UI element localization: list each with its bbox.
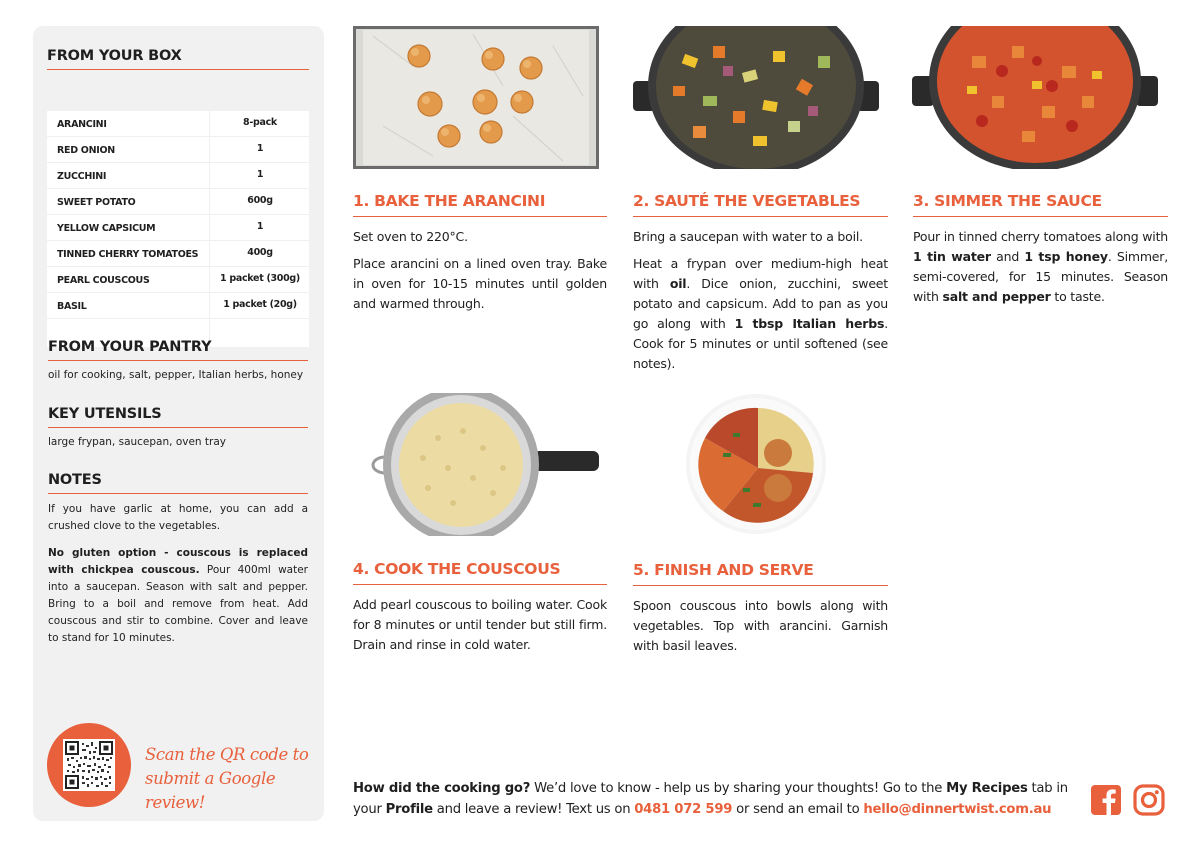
vegetables-pan-image — [633, 26, 879, 169]
step-2-title: 2. SAUTÉ THE VEGETABLES — [633, 192, 888, 217]
step-paragraph: Spoon couscous into bowls along with vegetables. Top with arancini. Garnish with basil leaves. — [633, 598, 888, 653]
step-2-body — [633, 227, 888, 381]
ingredient-row — [47, 137, 309, 163]
footer-question: How did the cooking go? — [353, 781, 531, 796]
ingredient-row — [47, 163, 309, 189]
step-5-body — [633, 596, 888, 663]
step-paragraph: Bring a saucepan with water to a boil. — [633, 229, 863, 244]
ingredient-name: ZUCCHINI — [57, 171, 107, 182]
ingredient-qty: 1 — [256, 143, 264, 154]
footer-text: tab in your — [353, 781, 1068, 817]
ingredient-name: YELLOW CAPSICUM — [57, 223, 156, 234]
step-3-body — [913, 227, 1168, 314]
ingredients-table — [47, 111, 309, 347]
step-bold: 1 tbsp Italian herbs — [734, 316, 885, 331]
sauce-pan-image — [912, 26, 1158, 169]
step-5-title: 5. FINISH AND SERVE — [633, 561, 888, 586]
step-bold: 1 tsp honey — [1024, 249, 1108, 264]
couscous-strainer-image — [353, 393, 599, 536]
ingredient-row — [47, 267, 309, 293]
ingredient-row — [47, 189, 309, 215]
step-bold: salt and pepper — [942, 289, 1051, 304]
footer-text: We’d love to know - help us by sharing your thoughts! Go to the — [530, 781, 947, 796]
ingredient-row — [47, 215, 309, 241]
notes-paragraph: If you have garlic at home, you can add a crushed clove to the vegetables. — [48, 503, 308, 532]
step-4-title: 4. COOK THE COUSCOUS — [353, 560, 607, 585]
facebook-icon[interactable] — [1090, 784, 1124, 818]
footer-text: and leave a review! Text us on — [432, 802, 635, 817]
qr-code-icon[interactable] — [63, 739, 115, 791]
utensils-heading: KEY UTENSILS — [48, 406, 308, 428]
step-text: and — [990, 249, 1025, 264]
step-paragraph — [633, 254, 888, 374]
step-text: . Simmer, semi-covered, for 15 minutes. Season with — [913, 249, 1169, 304]
step-paragraph: Place arancini on a lined oven tray. Bake in oven for 10-15 minutes until golden and warmed through. — [353, 256, 607, 311]
step-paragraph — [913, 227, 1168, 307]
notes-paragraph — [48, 545, 308, 647]
step-paragraph: Set oven to 220°C. — [353, 229, 468, 244]
step-text: Pour in tinned cherry tomatoes along with — [913, 229, 1168, 244]
step-text: . Dice onion, zucchini, sweet potato and capsicum. Add to pan as you go along with — [633, 276, 889, 331]
step-3-title: 3. SIMMER THE SAUCE — [913, 192, 1168, 217]
served-dish-image — [683, 393, 829, 536]
from-your-box-heading: FROM YOUR BOX — [47, 48, 309, 70]
ingredient-qty: 8-pack — [243, 117, 277, 128]
notes-section — [48, 472, 308, 657]
ingredient-qty: 600g — [247, 195, 273, 206]
step-1-title: 1. BAKE THE ARANCINI — [353, 192, 607, 217]
utensils-text: large frypan, saucepan, oven tray — [48, 436, 226, 448]
ingredient-name: TINNED CHERRY TOMATOES — [57, 249, 199, 260]
email-link[interactable]: hello@dinnertwist.com.au — [863, 802, 1052, 817]
qr-caption-line: submit a Google review! — [145, 769, 276, 812]
my-recipes-label: My Recipes — [946, 781, 1028, 796]
ingredient-name: PEARL COUSCOUS — [57, 275, 150, 286]
ingredient-qty: 1 — [256, 169, 264, 180]
qr-caption-line: Scan the QR code to — [145, 745, 309, 764]
ingredient-row — [47, 241, 309, 267]
ingredients-sidebar — [33, 26, 324, 821]
step-1-body — [353, 227, 607, 321]
step-bold: oil — [669, 276, 687, 291]
step-bold: 1 tin water — [913, 249, 991, 264]
ingredient-name: BASIL — [57, 301, 87, 312]
arancini-tray-image — [353, 26, 599, 169]
phone-link[interactable]: 0481 072 599 — [634, 802, 733, 817]
step-4-body — [353, 595, 607, 662]
notes-heading: NOTES — [48, 472, 308, 494]
pantry-text: oil for cooking, salt, pepper, Italian herbs, honey — [48, 369, 304, 381]
qr-caption — [145, 743, 315, 815]
ingredient-row — [47, 293, 309, 319]
ingredient-row — [47, 111, 309, 137]
profile-label: Profile — [385, 802, 433, 817]
ingredient-qty: 1 packet (300g) — [220, 273, 300, 284]
pantry-heading: FROM YOUR PANTRY — [48, 339, 308, 361]
footer-text: or send an email to — [732, 802, 864, 817]
feedback-footer — [353, 778, 1073, 820]
utensils-section — [48, 406, 308, 451]
notes-text: Pour 400ml water into a saucepan. Season with salt and pepper. Bring to a boil and remove from heat. Add couscous and stir to combine. Cover and leave to stand for 10 minutes. — [48, 564, 309, 644]
instagram-icon[interactable] — [1133, 784, 1167, 818]
ingredient-name: ARANCINI — [57, 119, 107, 130]
ingredient-qty: 1 packet (20g) — [223, 299, 297, 310]
step-text: . Cook for 5 minutes or until softened (see notes). — [633, 316, 888, 371]
qr-badge — [47, 723, 131, 807]
ingredient-name: SWEET POTATO — [57, 197, 136, 208]
step-text: to taste. — [1050, 289, 1105, 304]
ingredient-qty: 400g — [247, 247, 273, 258]
step-paragraph: Add pearl couscous to boiling water. Cook for 8 minutes or until tender but still firm. Drain and rinse in cold water. — [353, 597, 607, 652]
ingredient-name: RED ONION — [57, 145, 115, 156]
notes-bold-text: No gluten option - couscous is replaced with chickpea couscous. — [48, 547, 308, 576]
ingredient-qty: 1 — [256, 221, 264, 232]
pantry-section — [48, 339, 308, 384]
step-text: Heat a frypan over medium-high heat with — [633, 256, 888, 291]
